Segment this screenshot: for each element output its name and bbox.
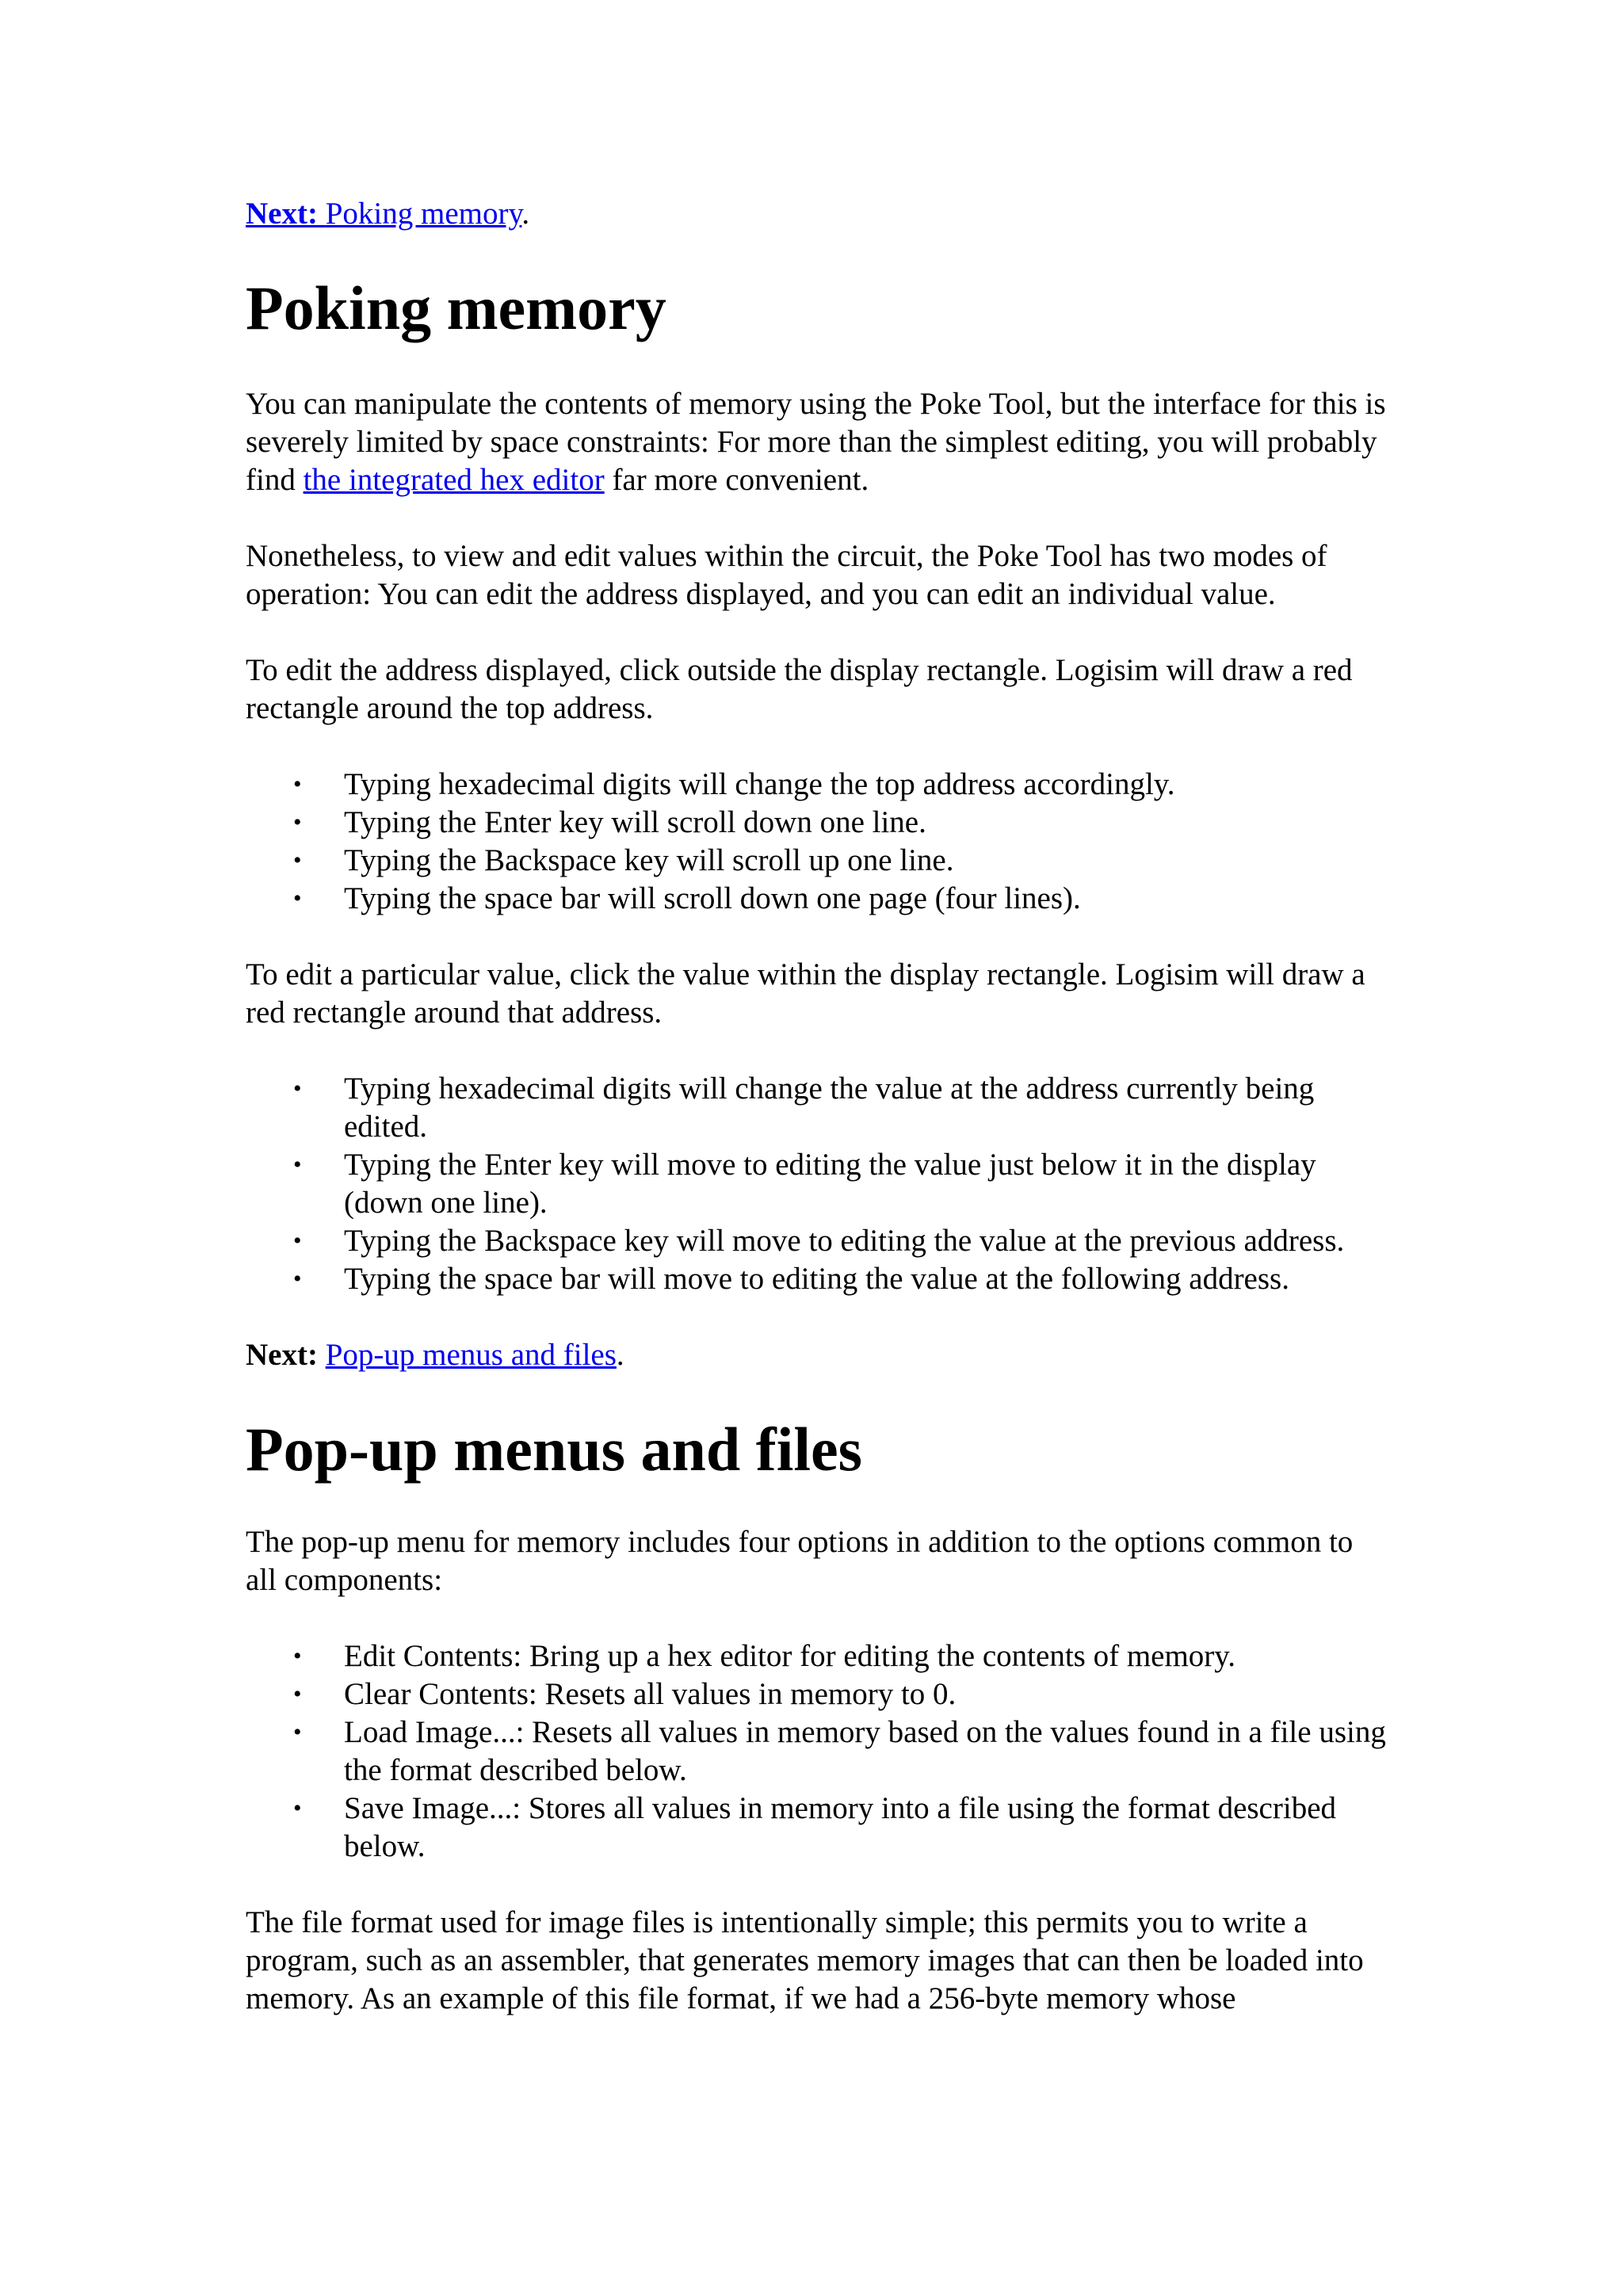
bullet-icon: • bbox=[293, 771, 302, 797]
paragraph-popup-intro: The pop-up menu for memory includes four options in addition to the options common to all components: bbox=[246, 1525, 1354, 1597]
list-popup-options bbox=[246, 1637, 1387, 1866]
list-item-text: Typing the space bar will scroll down one page (four lines). bbox=[344, 881, 1081, 915]
next-suffix-mid: . bbox=[616, 1338, 624, 1372]
list-item bbox=[293, 766, 1387, 804]
list-item bbox=[293, 1713, 1387, 1790]
paragraph-modes: Nonetheless, to view and edit values within the circuit, the Poke Tool has two modes of operation: You can edit the address displayed, and you can edit an individual value. bbox=[246, 539, 1327, 611]
paragraph-poke-tool-intro-after: far more convenient. bbox=[604, 463, 869, 497]
paragraph-edit-address: To edit the address displayed, click outside the display rectangle. Logisim will draw a red rectangle around the top address. bbox=[246, 653, 1353, 725]
bullet-icon: • bbox=[293, 1681, 302, 1707]
bullet-icon: • bbox=[293, 1075, 302, 1102]
list-address-keys bbox=[246, 766, 1387, 918]
list-item-text: Typing the space bar will move to editing the value at the following address. bbox=[344, 1262, 1289, 1296]
bullet-icon: • bbox=[293, 885, 302, 911]
paragraph-file-format: The file format used for image files is intentionally simple; this permits you to write a program, such as an assembler, that generates memory images that can then be loaded into memory. As an example of this file format, if we had a 256-byte memory whose bbox=[246, 1905, 1364, 2015]
list-item-text: Typing the Enter key will move to editing the value just below it in the display (down one line). bbox=[344, 1148, 1316, 1220]
list-item-text: Typing hexadecimal digits will change the top address accordingly. bbox=[344, 767, 1175, 801]
heading-popup-menus: Pop-up menus and files bbox=[246, 1415, 863, 1484]
list-item bbox=[293, 1790, 1387, 1866]
paragraph-poke-tool-intro-before: You can manipulate the contents of memory using the Poke Tool, but the interface for this is severely limited by space constraints: For more than the simplest editing, you will probably find bbox=[246, 387, 1386, 497]
heading-poking-memory: Poking memory bbox=[246, 273, 666, 342]
next-nav-mid bbox=[246, 1336, 1387, 1374]
list-value-keys bbox=[246, 1070, 1387, 1298]
list-item bbox=[293, 842, 1387, 880]
bullet-icon: • bbox=[293, 1719, 302, 1745]
list-item bbox=[293, 1637, 1387, 1675]
list-item bbox=[293, 1070, 1387, 1146]
list-item-text: Typing the Enter key will scroll down one line. bbox=[344, 805, 926, 839]
next-label-mid: Next: bbox=[246, 1338, 318, 1372]
list-item bbox=[293, 1146, 1387, 1222]
list-item-text: Typing the Backspace key will scroll up one line. bbox=[344, 843, 954, 877]
bullet-icon: • bbox=[293, 847, 302, 873]
list-item-text: Clear Contents: Resets all values in memory to 0. bbox=[344, 1677, 957, 1711]
list-item bbox=[293, 804, 1387, 842]
paragraph-edit-value: To edit a particular value, click the value within the display rectangle. Logisim will draw a red rectangle around that address. bbox=[246, 957, 1365, 1030]
list-item bbox=[293, 1260, 1387, 1298]
list-item-text: Save Image...: Stores all values in memory into a file using the format described below. bbox=[344, 1791, 1336, 1863]
document-page bbox=[246, 195, 1387, 2018]
list-item-text: Load Image...: Resets all values in memory based on the values found in a file using the format described below. bbox=[344, 1715, 1386, 1787]
next-nav-top bbox=[246, 195, 1387, 233]
next-link-text-top: Poking memory bbox=[325, 197, 522, 231]
bullet-icon: • bbox=[293, 809, 302, 835]
next-label-top: Next: bbox=[246, 197, 318, 231]
bullet-icon: • bbox=[293, 1795, 302, 1821]
bullet-icon: • bbox=[293, 1152, 302, 1178]
list-item bbox=[293, 1675, 1387, 1713]
next-link-top[interactable] bbox=[246, 197, 521, 231]
next-suffix-top: . bbox=[521, 197, 530, 231]
list-item-text: Typing hexadecimal digits will change the value at the address currently being edited. bbox=[344, 1072, 1315, 1144]
hex-editor-link[interactable]: the integrated hex editor bbox=[303, 463, 605, 497]
next-link-mid[interactable]: Pop-up menus and files bbox=[325, 1338, 617, 1372]
bullet-icon: • bbox=[293, 1643, 302, 1669]
list-item bbox=[293, 880, 1387, 918]
list-item bbox=[293, 1222, 1387, 1260]
list-item-text: Typing the Backspace key will move to editing the value at the previous address. bbox=[344, 1224, 1345, 1258]
paragraph-poke-tool-intro bbox=[246, 385, 1387, 499]
list-item-text: Edit Contents: Bring up a hex editor for editing the contents of memory. bbox=[344, 1639, 1236, 1673]
bullet-icon: • bbox=[293, 1266, 302, 1292]
bullet-icon: • bbox=[293, 1228, 302, 1254]
